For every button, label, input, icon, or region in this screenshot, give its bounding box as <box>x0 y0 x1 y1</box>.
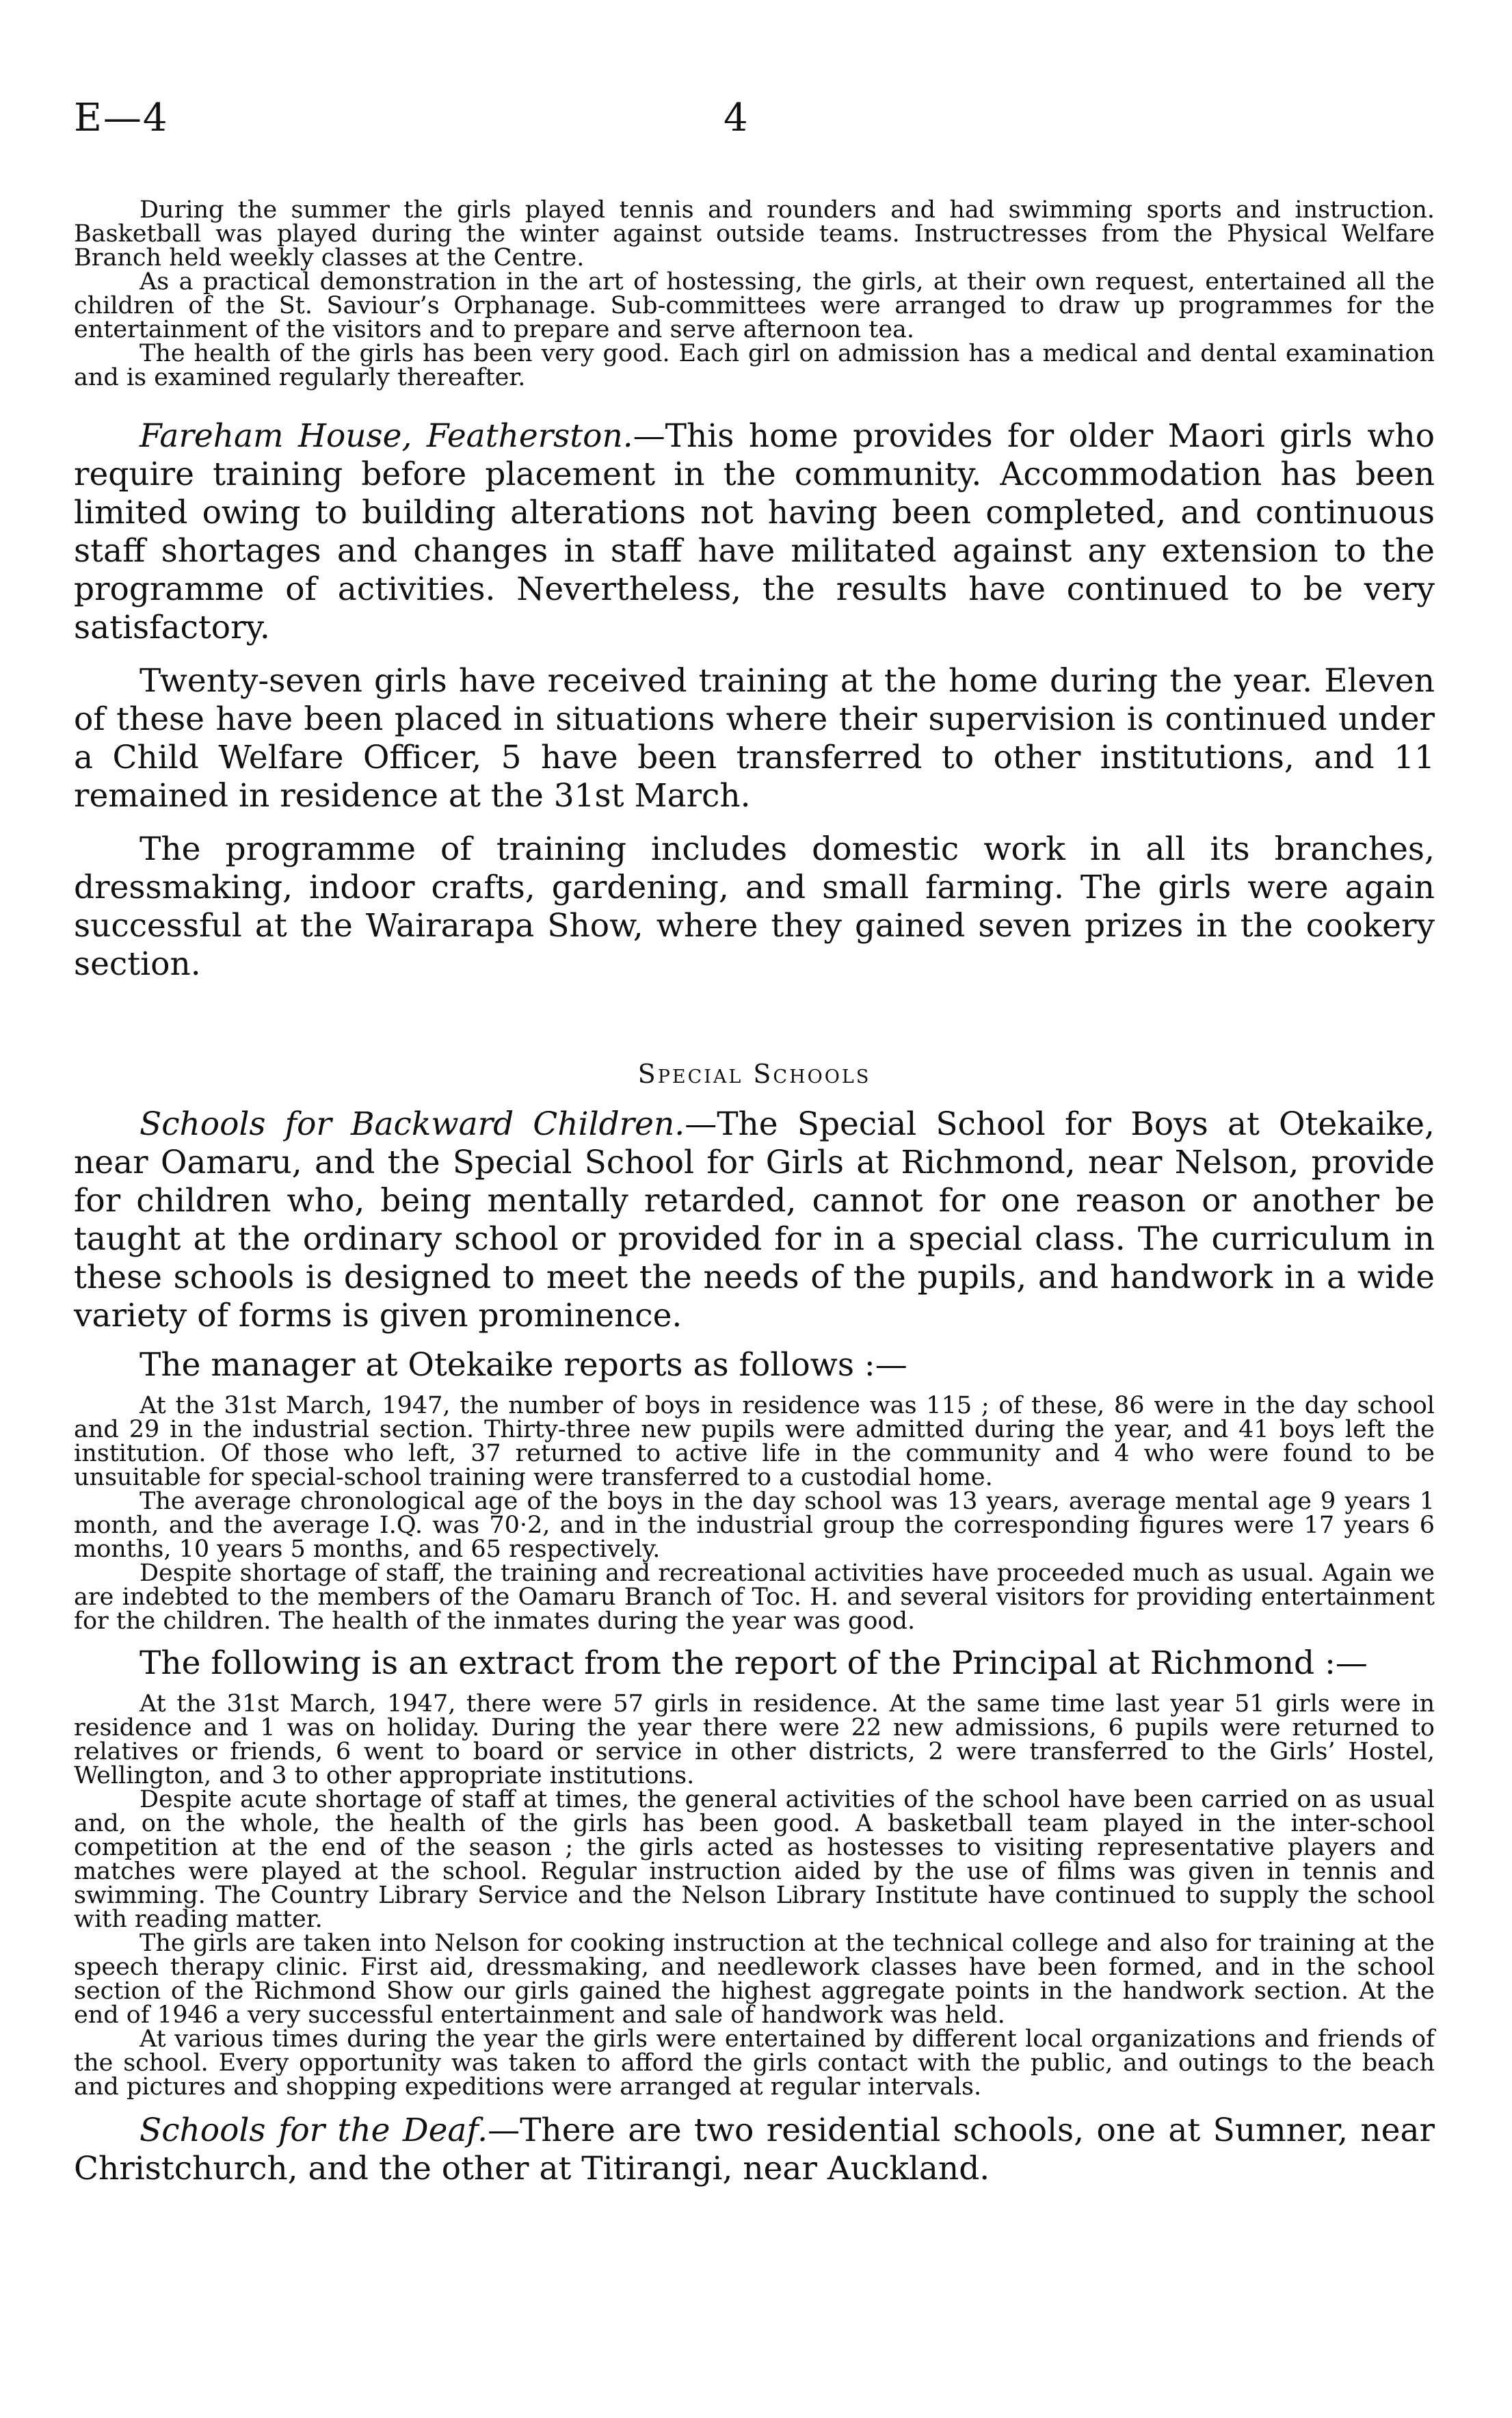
special-schools-heading: Special Schools <box>637 1059 871 1089</box>
fareham-lead-in: Fareham House, Featherston. <box>140 417 633 455</box>
page-number: 4 <box>724 96 748 140</box>
paragraph-deaf-schools <box>74 2112 1435 2188</box>
paragraph-backward-children <box>74 1105 1435 1335</box>
backward-children-text: —The Special School for Boys at Otekaike, near Oamaru, and the Special School for Girls at Richmond, near Nelson, provide for children who, being mentally retarded, cannot for one reason or another be taught at the ordinary school or provided for in a special class. The curriculum in these schools is designed to meet the needs of the pupils, and handwork in a wide variety of forms is given prominence. <box>74 1105 1435 1335</box>
richmond-report <box>74 1692 1435 2099</box>
report-code: E—4 <box>74 96 169 140</box>
otekaike-report-paragraph: At the 31st March, 1947, the number of boys in residence was 115 ; of these, 86 were in the day school and 29 in the industrial section. Thirty-three new pupils were admitted during the year, and 41 boys left the institution. Of those who left, 37 returned to active life in the community and 4 who were found to be unsuitable for special-school training were transferred to a custodial home. <box>74 1392 1435 1491</box>
richmond-report-paragraph: At the 31st March, 1947, there were 57 girls in residence. At the same time last year 51 girls were in residence and 1 was on holiday. During the year there were 22 new admissions, 6 pupils were returned to relatives or friends, 6 went to board or service in other districts, 2 were transferred to the Girls’ Hostel, Wellington, and 3 to other appropriate institutions. <box>74 1690 1435 1789</box>
backward-children-lead-in: Schools for Backward Children. <box>140 1105 685 1143</box>
otekaike-report-paragraph: The average chronological age of the boys in the day school was 13 years, average mental age 9 years 1 month, and the average I.Q. was 70·2, and in the industrial group the corresponding figures were 17 years 6 months, 10 years 5 months, and 65 respectively. <box>74 1488 1435 1563</box>
otekaike-intro: The manager at Otekaike reports as follows :— <box>140 1346 907 1384</box>
girls-centre-section <box>74 198 1435 390</box>
paragraph-hostessing: As a practical demonstration in the art of hostessing, the girls, at their own request, entertained all the children of the St. Saviour’s Orphanage. Sub-committees were arranged to draw up programmes for the entertainment of the visitors and to prepare and serve afternoon tea. <box>74 268 1435 343</box>
deaf-schools-section <box>74 2112 1435 2188</box>
richmond-report-paragraph: At various times during the year the girls were entertained by different local organizations and friends of the school. Every opportunity was taken to afford the girls contact with the public, and outings to the beach and pictures and shopping expeditions were arranged at regular intervals. <box>74 2025 1435 2101</box>
paragraph-summer-sports: During the summer the girls played tennis and rounders and had swimming sports and instruction. Basketball was played during the winter against outside teams. Instructresses from the Physical Welfare Branch held weekly classes at the Centre. <box>74 196 1435 272</box>
paragraph-fareham-programme: The programme of training includes domestic work in all its branches, dressmaking, indoor crafts, gardening, and small farming. The girls were again successful at the Wairarapa Show, where they gained seven prizes in the cookery section. <box>74 830 1435 983</box>
paragraph-fareham-training: Twenty-seven girls have received training at the home during the year. Eleven of these have been placed in situations where their supervision is continued under a Child Welfare Officer, 5 have been transferred to other institutions, and 11 remained in residence at the 31st March. <box>74 662 1435 815</box>
otekaike-report <box>74 1394 1435 1633</box>
richmond-report-paragraph: Despite acute shortage of staff at times, the general activities of the school have been carried on as usual and, on the whole, the health of the girls has been good. A basketball team played in the inter-school competition at the end of the season ; the girls acted as hostesses to visiting representative players and matches were played at the school. Regular instruction aided by the use of films was given in tennis and swimming. The Country Library Service and the Nelson Library Institute have continued to supply the school with reading matter. <box>74 1786 1435 1933</box>
document-page <box>74 96 1435 2188</box>
deaf-schools-text: —There are two residential schools, one at Sumner, near Christchurch, and the other at Titirangi, near Auckland. <box>74 2112 1435 2187</box>
backward-children-section <box>74 1105 1435 1335</box>
paragraph-fareham-intro <box>74 417 1435 647</box>
fareham-house-section <box>74 417 1435 984</box>
otekaike-report-paragraph: Despite shortage of staff, the training and recreational activities have proceeded much as usual. Again we are indebted to the members of the Oamaru Branch of Toc. H. and several visitors for providing entertainment for the children. The health of the inmates during the year was good. <box>74 1560 1435 1635</box>
paragraph-health: The health of the girls has been very good. Each girl on admission has a medical and dental examination and is examined regularly thereafter. <box>74 340 1435 391</box>
page-header <box>74 96 1435 150</box>
richmond-intro: The following is an extract from the report of the Principal at Richmond :— <box>140 1644 1368 1682</box>
deaf-schools-lead-in: Schools for the Deaf. <box>140 2112 488 2149</box>
richmond-report-paragraph: The girls are taken into Nelson for cooking instruction at the technical college and also for training at the speech therapy clinic. First aid, dressmaking, and needlework classes have been formed, and in the school section of the Richmond Show our girls gained the highest aggregate points in the handwork section. At the end of 1946 a very successful entertainment and sale of handwork was held. <box>74 1930 1435 2029</box>
fareham-intro-text: —This home provides for older Maori girls who require training before placement in the community. Accommodation has been limited owing to building alterations not having been completed, and continuous staff shortages and changes in staff have militated against any extension to the programme of activities. Nevertheless, the results have continued to be very satisfactory. <box>74 417 1435 646</box>
